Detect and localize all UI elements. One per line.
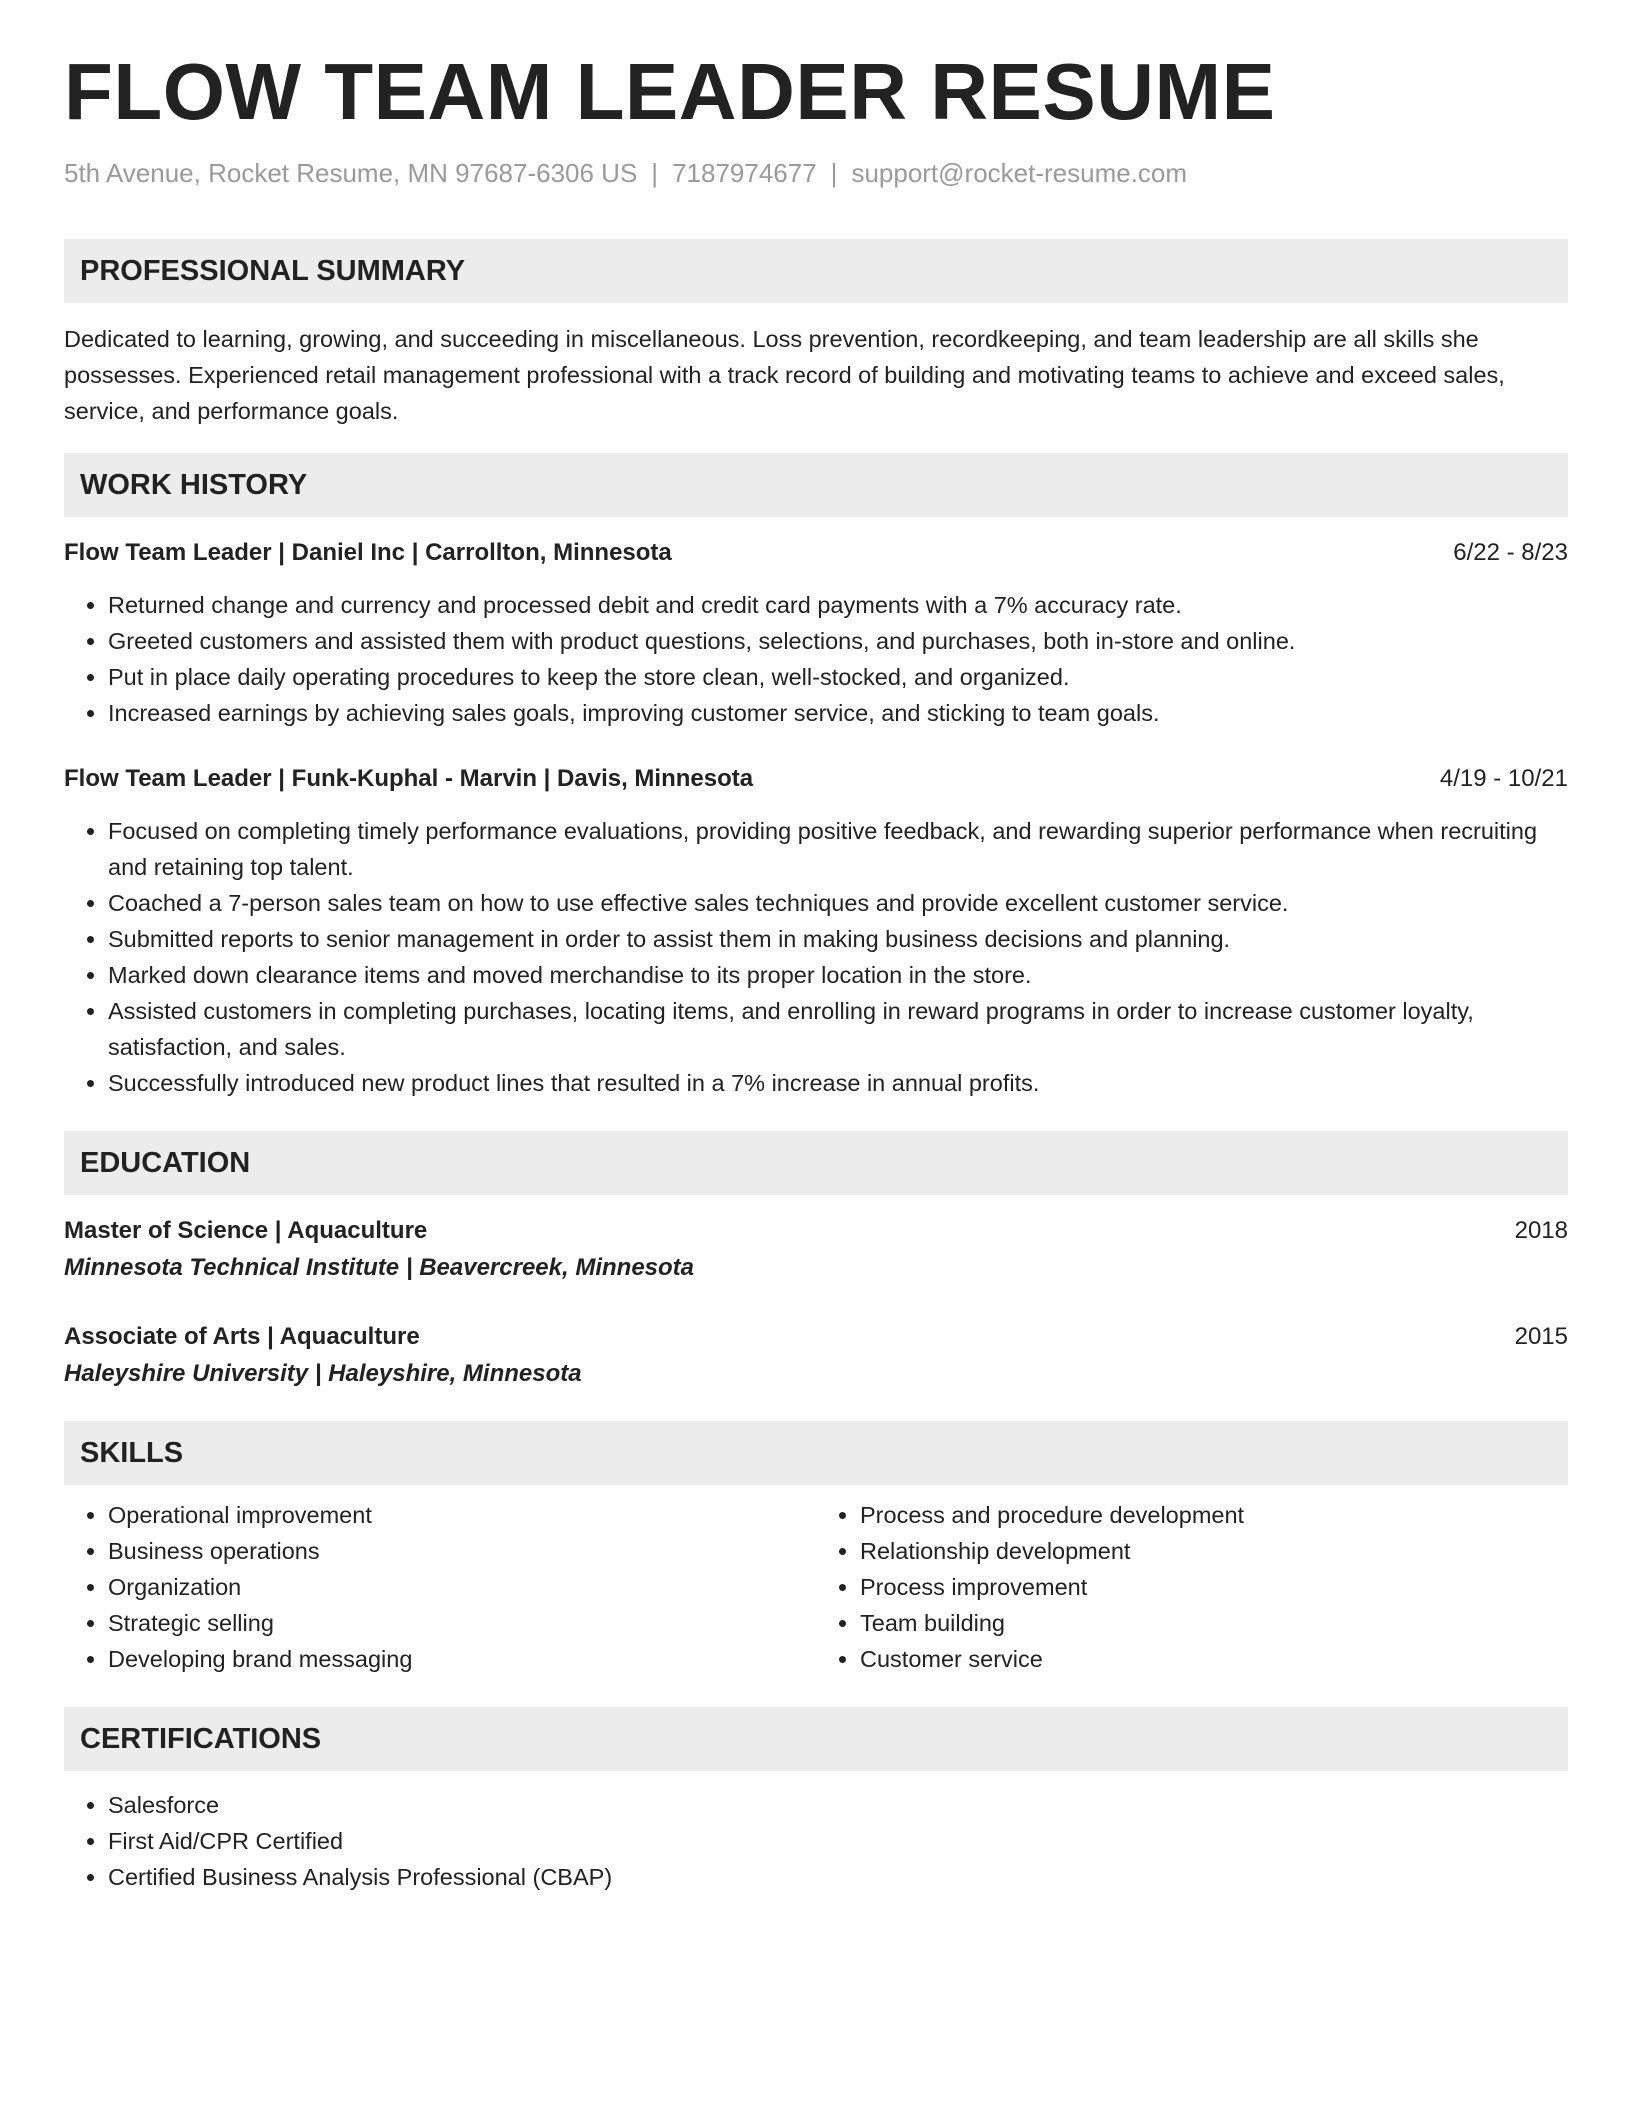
contact-address: 5th Avenue, Rocket Resume, MN 97687-6306 US: [64, 158, 638, 188]
list-item: • Business operations: [108, 1533, 816, 1569]
certifications-list: [64, 1787, 1568, 1895]
list-item: • Developing brand messaging: [108, 1641, 816, 1677]
list-item: • Put in place daily operating procedures to keep the store clean, well-stocked, and organized.: [108, 659, 1568, 695]
section-header-certifications: [64, 1707, 1568, 1771]
list-item: • Team building: [860, 1605, 1568, 1641]
school-name: Minnesota Technical Institute | Beavercreek, Minnesota: [64, 1254, 695, 1281]
list-item: • Certified Business Analysis Professional (CBAP): [108, 1859, 1568, 1895]
list-item: • Submitted reports to senior management in order to assist them in making business decisions and planning.: [108, 921, 1568, 957]
education-entry: [64, 1319, 1568, 1393]
list-item: • Assisted customers in completing purchases, locating items, and enrolling in reward programs in order to increase customer loyalty, satisfaction, and sales.: [108, 993, 1568, 1065]
list-item: • Organization: [108, 1569, 816, 1605]
list-item: • Process improvement: [860, 1569, 1568, 1605]
job-bullets: [64, 587, 1568, 731]
section-title: SKILLS: [80, 1436, 184, 1469]
list-item: • Coached a 7-person sales team on how to use effective sales techniques and provide excellent customer service.: [108, 885, 1568, 921]
contact-separator: |: [651, 158, 659, 188]
education-header: [64, 1319, 1568, 1355]
list-item: • Operational improvement: [108, 1497, 816, 1533]
summary-text: Dedicated to learning, growing, and succeeding in miscellaneous. Loss prevention, recordkeeping, and team leadership are all skills she possesses. Experienced retail management professional with a track record of building and motivating teams to achieve and exceed sales, service, and performance goals.: [64, 326, 1505, 424]
section-header-skills: [64, 1421, 1568, 1485]
section-title: WORK HISTORY: [80, 468, 308, 501]
job-title: Flow Team Leader | Funk-Kuphal - Marvin | Davis, Minnesota: [64, 765, 754, 792]
education-header: [64, 1213, 1568, 1249]
section-title: CERTIFICATIONS: [80, 1722, 322, 1755]
section-title: PROFESSIONAL SUMMARY: [80, 254, 466, 287]
section-header-education: [64, 1131, 1568, 1195]
contact-line: [64, 158, 1568, 189]
contact-email: support@rocket-resume.com: [851, 158, 1188, 188]
list-item: • Focused on completing timely performance evaluations, providing positive feedback, and rewarding superior performance when recruiting and retaining top talent.: [108, 813, 1568, 885]
list-item: • Greeted customers and assisted them with product questions, selections, and purchases, both in-store and online.: [108, 623, 1568, 659]
list-item: • Successfully introduced new product lines that resulted in a 7% increase in annual profits.: [108, 1065, 1568, 1101]
graduation-year: 2018: [1514, 1217, 1568, 1244]
list-item: • Process and procedure development: [860, 1497, 1568, 1533]
section-title: EDUCATION: [80, 1146, 251, 1179]
job-bullets: [64, 813, 1568, 1101]
job-header: [64, 535, 1568, 571]
skills-column-right: [816, 1497, 1568, 1677]
degree: Associate of Arts | Aquaculture: [64, 1323, 420, 1350]
list-item: • Marked down clearance items and moved merchandise to its proper location in the store.: [108, 957, 1568, 993]
list-item: • Increased earnings by achieving sales goals, improving customer service, and sticking to team goals.: [108, 695, 1568, 731]
list-item: • Relationship development: [860, 1533, 1568, 1569]
graduation-year: 2015: [1514, 1323, 1568, 1350]
list-item: • Customer service: [860, 1641, 1568, 1677]
job-title: Flow Team Leader | Daniel Inc | Carrollton, Minnesota: [64, 539, 672, 566]
list-item: • Salesforce: [108, 1787, 1568, 1823]
job-entry: [64, 761, 1568, 1101]
job-entry: [64, 535, 1568, 731]
list-item: • Returned change and currency and processed debit and credit card payments with a 7% accuracy rate.: [108, 587, 1568, 623]
contact-separator: |: [830, 158, 838, 188]
resume-title: FLOW TEAM LEADER RESUME: [64, 47, 1276, 136]
contact-phone: 7187974677: [672, 158, 817, 188]
skills-list: [64, 1497, 1568, 1677]
job-dates: 6/22 - 8/23: [1453, 539, 1568, 566]
list-item: • First Aid/CPR Certified: [108, 1823, 1568, 1859]
degree: Master of Science | Aquaculture: [64, 1217, 428, 1244]
school-name: Haleyshire University | Haleyshire, Minnesota: [64, 1360, 582, 1387]
list-item: • Strategic selling: [108, 1605, 816, 1641]
job-header: [64, 761, 1568, 797]
skills-column-left: [64, 1497, 816, 1677]
section-header-work-history: [64, 453, 1568, 517]
section-header-summary: [64, 239, 1568, 303]
job-dates: 4/19 - 10/21: [1439, 765, 1568, 792]
education-entry: [64, 1213, 1568, 1287]
